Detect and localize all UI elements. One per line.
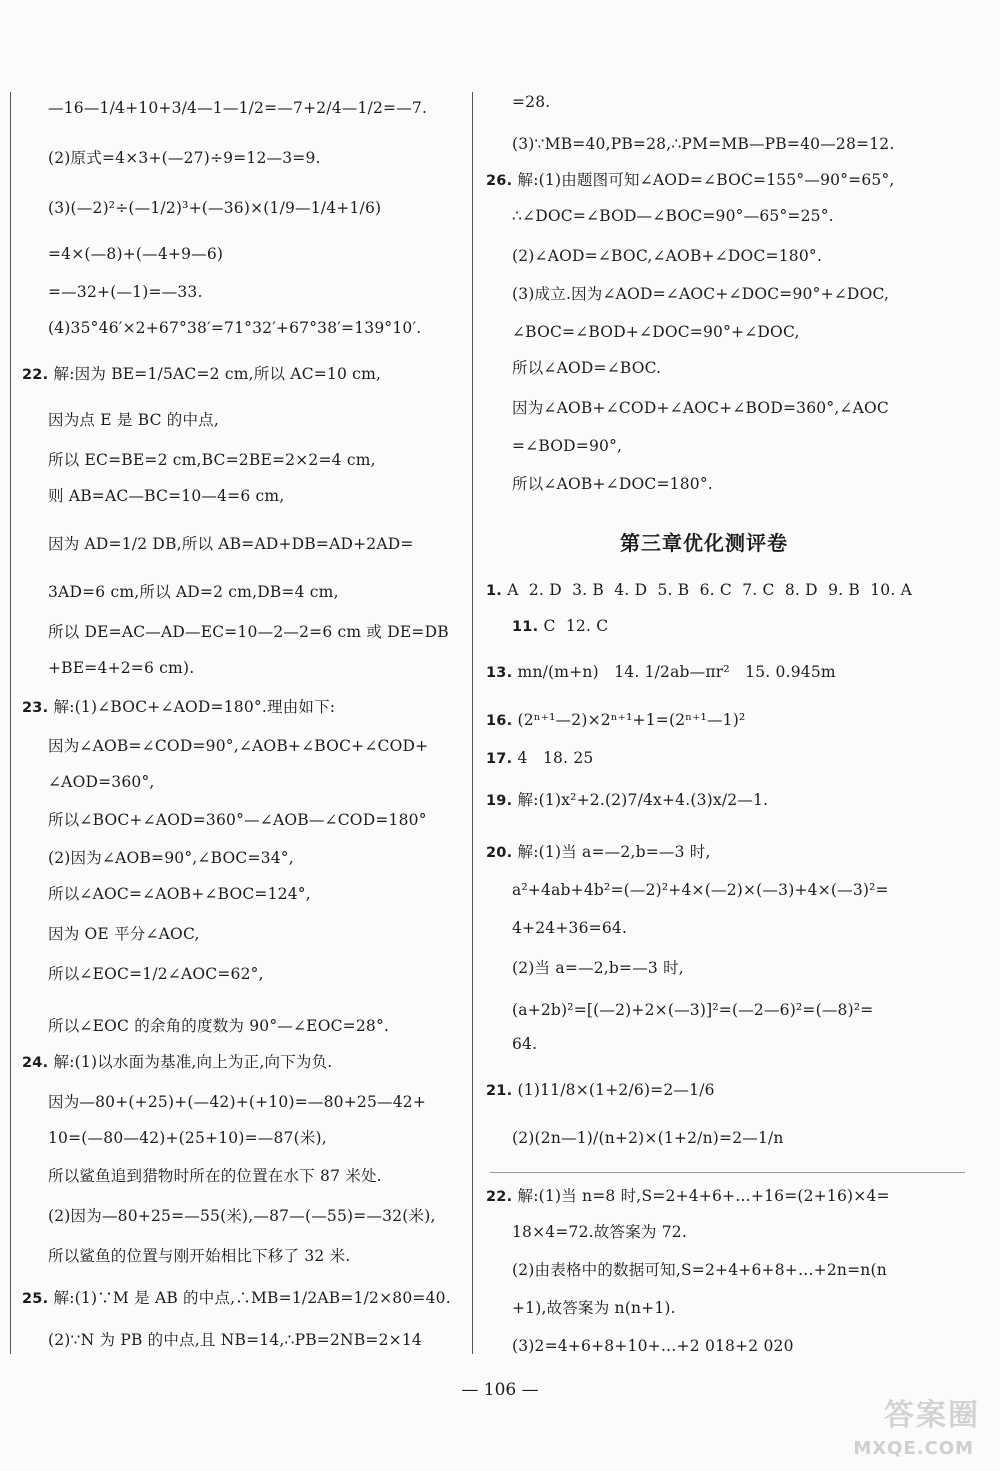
line-text: 所以∠EOC 的余角的度数为 90°—∠EOC=28°. [48,1017,390,1035]
left-line-16 [48,772,155,792]
left-line-13 [48,658,194,678]
right-line-4 [512,246,822,266]
watermark-logo: 答案圈 [884,1398,980,1433]
right-line-29 [512,1336,794,1356]
line-text: 所以∠EOC=1/2∠AOC=62°, [48,965,264,983]
line-text: 解:(1)由题图可知∠AOD=∠BOC=155°—90°=65°, [517,171,895,189]
left-line-4 [48,282,203,302]
right-line-27 [512,1260,887,1280]
right-line-12 [512,616,608,637]
line-text: 解:因为 BE=1/5AC=2 cm,所以 AC=10 cm, [53,365,382,383]
line-text: (2)因为—80+25=—55(米),—87—(—55)=—32(米), [48,1207,436,1225]
line-text: 4 18. 25 [517,749,594,767]
right-line-11 [486,580,912,601]
line-text: 3AD=6 cm,所以 AD=2 cm,DB=4 cm, [48,583,339,601]
left-line-29 [22,1288,451,1309]
right-line-10 [512,474,713,494]
watermark-url: MXQE.COM [853,1438,974,1459]
line-text: A 2. D 3. B 4. D 5. B 6. C 7. C 8. D 9. B 10. A [507,581,912,599]
question-number: 22. [486,1189,518,1205]
line-text: 所以∠AOD=∠BOC. [512,359,662,377]
line-text: ∴∠DOC=∠BOD—∠BOC=90°—65°=25°. [512,207,834,225]
left-line-26 [48,1166,382,1186]
left-line-12 [48,622,449,642]
question-number: 17. [486,751,518,767]
line-text: 18×4=72.故答案为 72. [512,1223,687,1241]
line-text: 解:(1)∠BOC+∠AOD=180°.理由如下: [53,698,336,716]
left-line-24 [48,1092,426,1112]
line-text: =4×(—8)+(—4+9—6) [48,245,224,263]
divider-rule [490,1172,965,1173]
question-number: 1. [486,583,508,599]
question-number: 19. [486,793,518,809]
line-text: 所以∠AOC=∠AOB+∠BOC=124°, [48,885,311,903]
right-line-26 [512,1222,687,1242]
left-line-27 [48,1206,436,1226]
line-text: 64. [512,1035,538,1053]
question-number: 16. [486,713,518,729]
right-line-2 [486,170,895,191]
question-number: 23. [22,700,54,716]
right-line-1 [512,134,894,154]
left-line-1 [48,148,321,168]
left-line-5 [48,318,421,338]
line-text: 解:(1)以水面为基准,向上为正,向下为负. [53,1053,333,1071]
line-text: 所以∠AOB+∠DOC=180°. [512,475,713,493]
left-line-2 [48,198,381,218]
left-line-25 [48,1128,327,1148]
question-number: 11. [512,619,544,635]
line-text: 所以鲨鱼的位置与刚开始相比下移了 32 米. [48,1247,351,1265]
left-line-30 [48,1330,422,1350]
left-line-11 [48,582,339,602]
line-text: 因为∠AOB=∠COD=90°,∠AOB+∠BOC+∠COD+ [48,737,429,755]
line-text: (1)11/8×(1+2/6)=2—1/6 [517,1081,715,1099]
question-number: 21. [486,1083,518,1099]
page-number: — 106 — [461,1380,539,1400]
line-text: 10=(—80—42)+(25+10)=—87(米), [48,1129,327,1147]
line-text: (2)∠AOD=∠BOC,∠AOB+∠DOC=180°. [512,247,822,265]
right-line-23 [486,1080,715,1101]
question-number: 20. [486,845,518,861]
left-line-6 [22,364,381,385]
line-text: 所以 EC=BE=2 cm,BC=2BE=2×2=4 cm, [48,451,376,469]
line-text: (4)35°46′×2+67°38′=71°32′+67°38′=139°10′. [48,319,422,337]
right-line-13 [486,662,836,683]
line-text: 解:(1)x²+2.(2)7/4x+4.(3)x/2—1. [517,791,769,809]
line-text: 因为点 E 是 BC 的中点, [48,411,219,429]
left-margin-line [10,92,11,1354]
left-line-18 [48,848,294,868]
line-text: (3)∵MB=40,PB=28,∴PM=MB—PB=40—28=12. [512,135,895,153]
line-text: 解:(1)当 n=8 时,S=2+4+6+…+16=(2+16)×4= [517,1187,890,1205]
question-number: 22. [22,367,54,383]
left-line-9 [48,486,284,506]
line-text: (2)∵N 为 PB 的中点,且 NB=14,∴PB=2NB=2×14 [48,1331,422,1349]
column-divider [472,92,473,1354]
line-text: C 12. C [543,617,609,635]
right-line-25 [486,1186,890,1207]
line-text: ∠BOC=∠BOD+∠DOC=90°+∠DOC, [512,323,800,341]
line-text: ∠AOD=360°, [48,773,155,791]
line-text: 所以 DE=AC—AD—EC=10—2—2=6 cm 或 DE=DB [48,623,449,641]
section-title: 第三章优化测评卷 [620,531,788,555]
right-line-17 [486,842,711,863]
line-text: 所以∠BOC+∠AOD=360°—∠AOB—∠COD=180° [48,811,427,829]
question-number: 13. [486,665,518,681]
right-line-28 [512,1298,676,1318]
right-line-14 [486,710,745,731]
question-number: 24. [22,1055,54,1071]
line-text: 因为—80+(+25)+(—42)+(+10)=—80+25—42+ [48,1093,427,1111]
right-line-15 [486,748,594,769]
line-text: 解:(1)当 a=—2,b=—3 时, [517,843,711,861]
left-line-8 [48,450,376,470]
left-line-20 [48,924,200,944]
left-line-28 [48,1246,350,1266]
line-text: 所以鲨鱼追到猎物时所在的位置在水下 87 米处. [48,1167,382,1185]
line-text: +1),故答案为 n(n+1). [512,1299,676,1317]
right-line-19 [512,918,627,938]
line-text: (3)(—2)²÷(—1/2)³+(—36)×(1/9—1/4+1/6) [48,199,382,217]
left-line-3 [48,244,223,264]
question-number: 26. [486,173,518,189]
right-line-24 [512,1128,784,1148]
left-line-19 [48,884,311,904]
left-line-15 [48,736,428,756]
line-text: (2)原式=4×3+(—27)÷9=12—3=9. [48,149,321,167]
line-text: —16—1/4+10+3/4—1—1/2=—7+2/4—1/2=—7. [48,99,428,117]
line-text: (2)(2n—1)/(n+2)×(1+2/n)=2—1/n [512,1129,784,1147]
right-line-8 [512,398,889,418]
line-text: =∠BOD=90°, [512,437,623,455]
line-text: 因为 OE 平分∠AOC, [48,925,200,943]
right-line-6 [512,322,800,342]
left-line-10 [48,534,414,554]
line-text: (2ⁿ⁺¹—2)×2ⁿ⁺¹+1=(2ⁿ⁺¹—1)² [517,711,746,729]
line-text: mn/(m+n) 14. 1/2ab—πr² 15. 0.945m [517,663,836,681]
right-line-0 [512,92,550,112]
line-text: =—32+(—1)=—33. [48,283,203,301]
left-line-7 [48,410,219,430]
line-text: (a+2b)²=[(—2)+2×(—3)]²=(—2—6)²=(—8)²= [512,1001,874,1019]
line-text: 则 AB=AC—BC=10—4=6 cm, [48,487,285,505]
left-line-22 [48,1016,389,1036]
right-line-16 [486,790,768,811]
right-line-5 [512,284,889,304]
line-text: a²+4ab+4b²=(—2)²+4×(—2)×(—3)+4×(—3)²= [512,881,889,899]
right-line-18 [512,880,889,900]
question-number: 25. [22,1291,54,1307]
left-line-17 [48,810,427,830]
right-line-20 [512,958,684,978]
left-line-0 [48,98,427,118]
line-text: +BE=4+2=6 cm). [48,659,195,677]
line-text: 因为 AD=1/2 DB,所以 AB=AD+DB=AD+2AD= [48,535,414,553]
line-text: 因为∠AOB+∠COD+∠AOC+∠BOD=360°,∠AOC [512,399,889,417]
line-text: (3)成立.因为∠AOD=∠AOC+∠DOC=90°+∠DOC, [512,285,890,303]
left-line-21 [48,964,264,984]
line-text: (3)2=4+6+8+10+…+2 018+2 020 [512,1337,794,1355]
left-line-14 [22,697,335,718]
line-text: =28. [512,93,551,111]
right-line-3 [512,206,834,226]
left-line-23 [22,1052,332,1073]
line-text: 4+24+36=64. [512,919,628,937]
line-text: (2)由表格中的数据可知,S=2+4+6+8+…+2n=n(n [512,1261,887,1279]
right-line-7 [512,358,661,378]
right-line-21 [512,1000,873,1020]
line-text: (2)当 a=—2,b=—3 时, [512,959,684,977]
line-text: 解:(1)∵M 是 AB 的中点,∴MB=1/2AB=1/2×80=40. [53,1289,451,1307]
right-line-22 [512,1034,537,1054]
line-text: (2)因为∠AOB=90°,∠BOC=34°, [48,849,294,867]
right-line-9 [512,436,622,456]
